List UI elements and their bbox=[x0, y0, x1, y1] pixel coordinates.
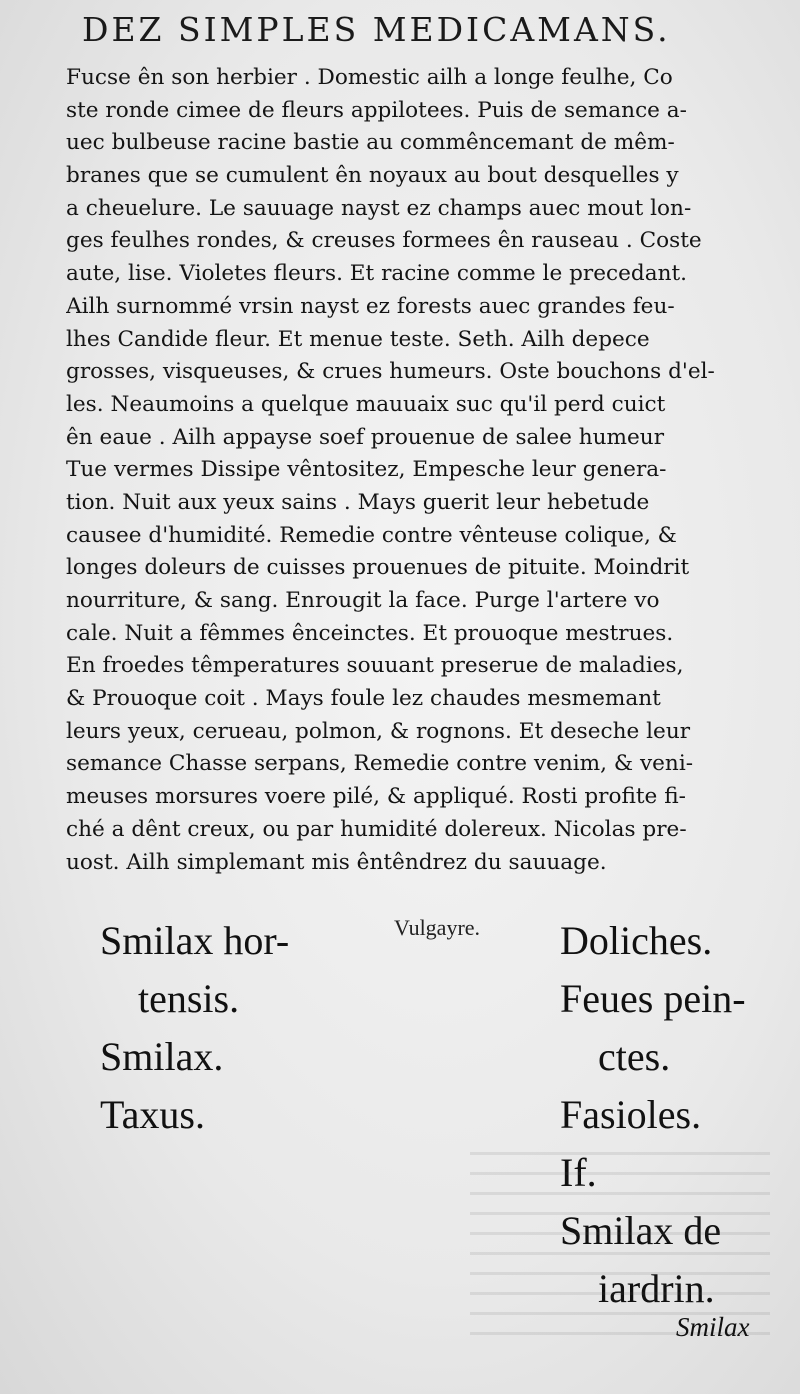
text-line: Ailh surnommé vrsin nayst ez forests auec grandes feu- bbox=[66, 293, 675, 319]
text-line: meuses morsures voere pilé, & appliqué. Rosti profite fi- bbox=[66, 784, 686, 810]
text-line: semance Chasse serpans, Remedie contre venim, & veni- bbox=[66, 751, 694, 777]
vernacular-name: ctes. bbox=[598, 1034, 671, 1079]
vernacular-name: Fasioles. bbox=[560, 1092, 702, 1137]
text-line: branes que se cumulent ên noyaux au bout desquelles y bbox=[66, 163, 679, 189]
text-line: ges feulhes rondes, & creuses formees ên rauseau . Coste bbox=[66, 228, 702, 254]
text-line: uec bulbeuse racine bastie au commêncemant de mêm- bbox=[66, 130, 675, 156]
latin-names-column bbox=[100, 912, 289, 1144]
latin-name: Smilax. bbox=[100, 1034, 224, 1079]
text-line: tion. Nuit aux yeux sains . Mays guerit leur hebetude bbox=[66, 489, 650, 515]
text-line: En froedes têmperatures souuant preserue de maladies, bbox=[66, 653, 684, 679]
latin-name: tensis. bbox=[138, 976, 240, 1021]
vernacular-name: Smilax de bbox=[560, 1208, 722, 1253]
vernacular-name: Feues pein- bbox=[560, 976, 746, 1021]
running-title: DEZ SIMPLES MEDICAMANS. bbox=[82, 10, 671, 49]
catchword: Smilax bbox=[676, 1312, 750, 1342]
text-line: & Prouoque coit . Mays foule lez chaudes mesmemant bbox=[66, 686, 661, 712]
text-line: ché a dênt creux, ou par humidité dolereux. Nicolas pre- bbox=[66, 816, 687, 842]
vernacular-names-column bbox=[560, 912, 746, 1318]
latin-name: Smilax hor- bbox=[100, 918, 290, 963]
text-line: lhes Candide fleur. Et menue teste. Seth. Ailh depece bbox=[66, 326, 650, 352]
text-line: Tue vermes Dissipe vêntositez, Empesche leur genera- bbox=[66, 457, 667, 483]
text-line: ên eaue . Ailh appayse soef prouenue de salee humeur bbox=[66, 424, 665, 450]
text-line: longes doleurs de cuisses prouenues de pituite. Moindrit bbox=[66, 555, 690, 581]
text-line: ste ronde cimee de fleurs appilotees. Puis de semance a- bbox=[66, 97, 687, 123]
text-line: leurs yeux, cerueau, polmon, & rognons. Et deseche leur bbox=[66, 718, 691, 744]
text-line: causee d'humidité. Remedie contre vênteuse colique, & bbox=[66, 522, 677, 548]
vernacular-name: Doliches. bbox=[560, 918, 713, 963]
text-line: uost. Ailh simplemant mis êntêndrez du sauuage. bbox=[66, 849, 607, 875]
text-line: cale. Nuit a fêmmes ênceinctes. Et prouoque mestrues. bbox=[66, 620, 674, 646]
text-line: nourriture, & sang. Enrougit la face. Purge l'artere vo bbox=[66, 588, 660, 613]
text-line: a cheuelure. Le sauuage nayst ez champs auec mout lon- bbox=[66, 195, 692, 221]
text-line: grosses, visqueuses, & crues humeurs. Oste bouchons d'el- bbox=[66, 359, 715, 385]
vernacular-name: If. bbox=[560, 1150, 597, 1195]
text-line: Fucse ên son herbier . Domestic ailh a longe feulhe, Co bbox=[66, 65, 673, 90]
text-line: aute, lise. Violetes fleurs. Et racine comme le precedant. bbox=[66, 261, 688, 287]
body-paragraph bbox=[66, 62, 786, 879]
latin-name: Taxus. bbox=[100, 1092, 205, 1137]
vernacular-name: iardrin. bbox=[598, 1266, 715, 1311]
text-line: les. Neaumoins a quelque mauuaix suc qu'il perd cuict bbox=[66, 391, 666, 417]
vulgayre-label: Vulgayre. bbox=[394, 915, 481, 940]
